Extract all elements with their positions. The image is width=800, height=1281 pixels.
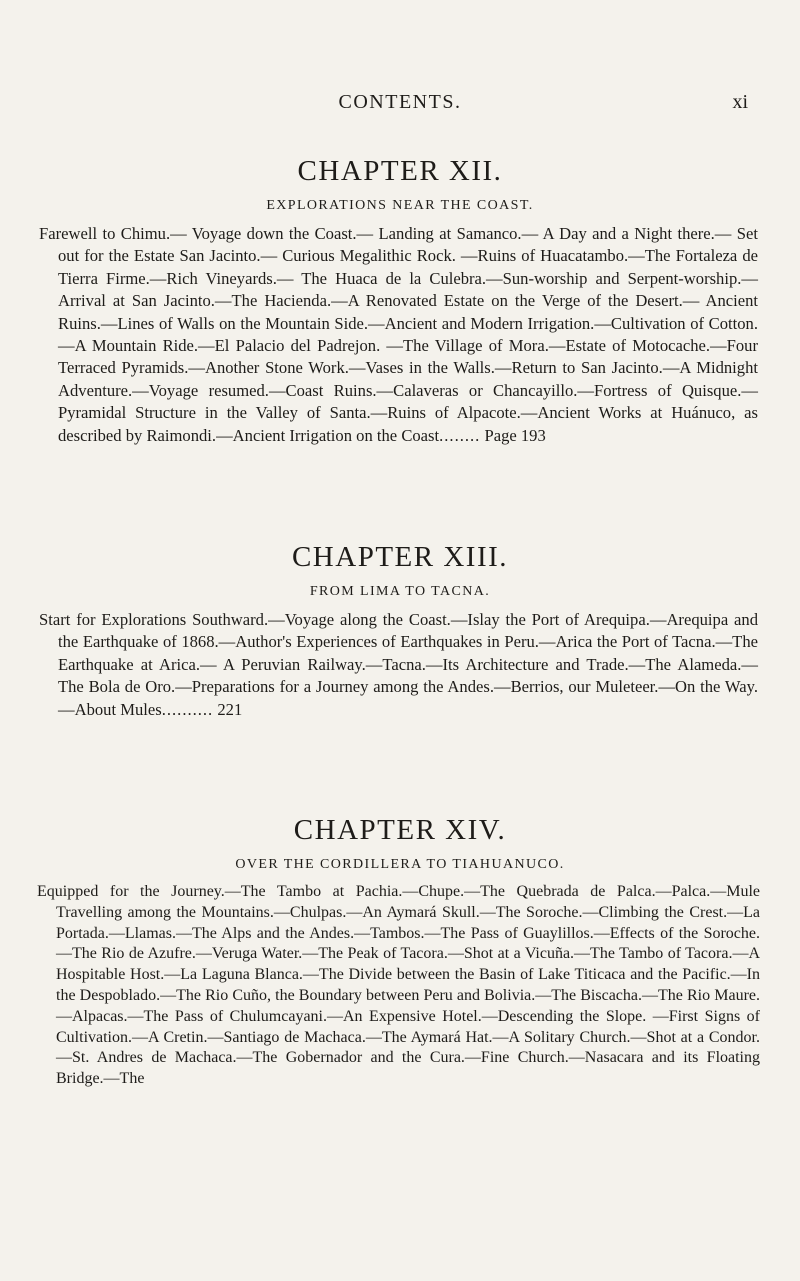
chapter-subtitle: EXPLORATIONS NEAR THE COAST. bbox=[266, 198, 534, 213]
chapter-summary bbox=[0, 223, 800, 447]
running-title: CONTENTS. bbox=[338, 91, 462, 113]
summary-text: Equipped for the Journey.—The Tambo at Pachia.—Chupe.—The Quebrada de Palca.—Palca.—Mule Travelling among the Mountains.—Chulpas.—An Aymará Skull.—The Soroche.—Climbing the Crest.—La Portada.—Llamas.—The Alps and the Andes.—Tambos.—The Pass of Guaylillos.—Effects of the Soroche.—The Rio de Azufre.—Veruga Water.—The Peak of Tacora.—Shot at a Vicuña.—The Tambo of Tacora.—A Hospitable Host.—La Laguna Blanca.—The Divide between the Basin of Lake Titicaca and the Pacific.—In the Despoblado.—The Rio Cuño, the Boundary between Peru and Bolivia.—The Biscacha.—The Rio Maure.—Alpacas.—The Pass of Chulumcayani.—An Expensive Hotel.—Descending the Slope. —First Signs of Cultivation.—A Cretin.—Santiago de Machaca.—The Aymará Hat.—A Solitary Church.—Shot at a Condor.—St. Andres de Machaca.—The Gobernador and the Cura.—Fine Church.—Nasacara and its Floating Bridge.—The bbox=[37, 883, 760, 1088]
page-reference: 221 bbox=[217, 699, 243, 719]
page-number: xi bbox=[732, 91, 748, 113]
chapter-subtitle: FROM LIMA TO TACNA. bbox=[309, 584, 491, 599]
running-head bbox=[0, 91, 800, 121]
chapter-heading: CHAPTER XIV. bbox=[293, 814, 507, 846]
chapter-xiv bbox=[0, 814, 800, 1090]
chapter-summary bbox=[0, 882, 800, 1090]
chapter-xii bbox=[0, 155, 800, 447]
page-reference: Page 193 bbox=[484, 425, 546, 445]
chapter-summary bbox=[0, 609, 800, 721]
summary-text: Start for Explorations Southward.—Voyage along the Coast.—Islay the Port of Arequipa.—Arequipa and the Earthquake of 1868.—Author's Experiences of Earthquakes in Peru.—Arica the Port of Tacna.—The Earthquake at Arica.— A Peruvian Railway.—Tacna.—Its Architecture and Trade.—The Alameda.— The Bola de Oro.—Preparations for a Journey among the Andes.—Berrios, our Muleteer.—On the Way.—About Mules bbox=[39, 610, 758, 719]
chapter-subtitle: OVER THE CORDILLERA TO TIAHUANUCO. bbox=[235, 857, 565, 872]
summary-text: Farewell to Chimu.— Voyage down the Coast.— Landing at Samanco.— A Day and a Night there.— Set out for the Estate San Jacinto.— Curious Megalithic Rock. —Ruins of Huacatambo.—The Fortaleza de Tierra Firme.—Rich Vineyards.— The Huaca de la Culebra.—Sun-worship and Serpent-worship.—Arrival at San Jacinto.—The Hacienda.—A Renovated Estate on the Verge of the Desert.— Ancient Ruins.—Lines of Walls on the Mountain Side.—Ancient and Modern Irrigation.—Cultivation of Cotton.—A Mountain Ride.—El Palacio del Padrejon. —The Village of Mora.—Estate of Motocache.—Four Terraced Pyramids.—Another Stone Work.—Vases in the Walls.—Return to San Jacinto.—A Midnight Adventure.—Voyage resumed.—Coast Ruins.—Calaveras or Chancayillo.—Fortress of Quisque.—Pyramidal Structure in the Valley of Santa.—Ruins of Alpacote.—Ancient Works at Huánuco, as described by Raimondi.—Ancient Irrigation on the Coast bbox=[39, 224, 758, 445]
chapter-heading: CHAPTER XIII. bbox=[291, 541, 509, 573]
leader-dots: .......... bbox=[161, 699, 214, 719]
chapter-xiii bbox=[0, 541, 800, 721]
leader-dots: ........ bbox=[439, 425, 481, 445]
chapter-heading: CHAPTER XII. bbox=[297, 155, 503, 187]
